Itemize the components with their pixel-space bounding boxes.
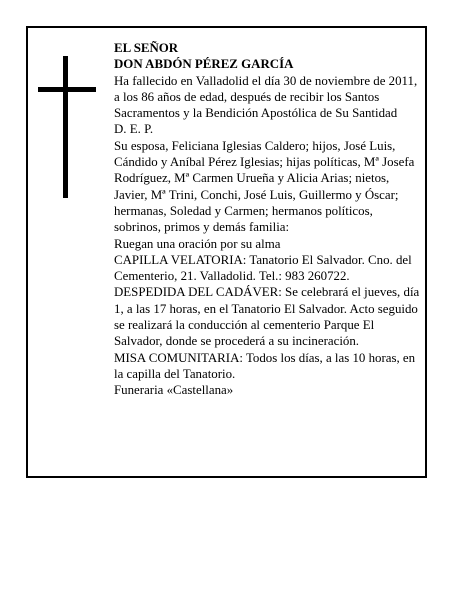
mass-info: MISA COMUNITARIA: Todos los días, a las 10 horas, en la capilla del Tanatorio.: [114, 350, 416, 381]
cross-icon: [38, 56, 98, 198]
dep-line: D. E. P.: [114, 122, 154, 137]
title-line: EL SEÑOR: [114, 41, 179, 55]
deceased-name: DON ABDÓN PÉREZ GARCÍA: [114, 57, 294, 72]
family-list: Su esposa, Feliciana Iglesias Caldero; hijos, José Luis, Cándido y Aníbal Pérez Iglesias; hijas políticas, Mª Josefa Rodríguez, Mª Carmen Urueña y Alicia Arias; nietos, Javier, Mª Trini, Conchi, José Luis, Guillermo y Óscar; hermanas, Soledad y Carmen; hermanos políticos, sobrinos, primos y demás familia:: [114, 138, 415, 235]
farewell-info: DESPEDIDA DEL CADÁVER: Se celebrará el jueves, día 1, a las 17 horas, en el Tanatorio El Salvador. Acto seguido se realizará la conducción al cementerio Parque El Salvador, donde se procederá a su incineración.: [114, 285, 420, 349]
cross-vertical-bar: [63, 56, 68, 198]
obituary-text: [114, 40, 422, 399]
cross-horizontal-bar: [38, 87, 96, 92]
chapel-info: CAPILLA VELATORIA: Tanatorio El Salvador. Cno. del Cementerio, 21. Valladolid. Tel.: 983 260722.: [114, 252, 412, 284]
obituary-notice: [26, 26, 427, 478]
prayer-line: Ruegan una oración por su alma: [114, 236, 281, 251]
funeral-home: Funeraria «Castellana»: [114, 383, 234, 398]
death-info: Ha fallecido en Valladolid el día 30 de noviembre de 2011, a los 86 años de edad, después de recibir los Santos Sacramentos y la Bendición Apostólica de Su Santidad: [114, 73, 418, 121]
